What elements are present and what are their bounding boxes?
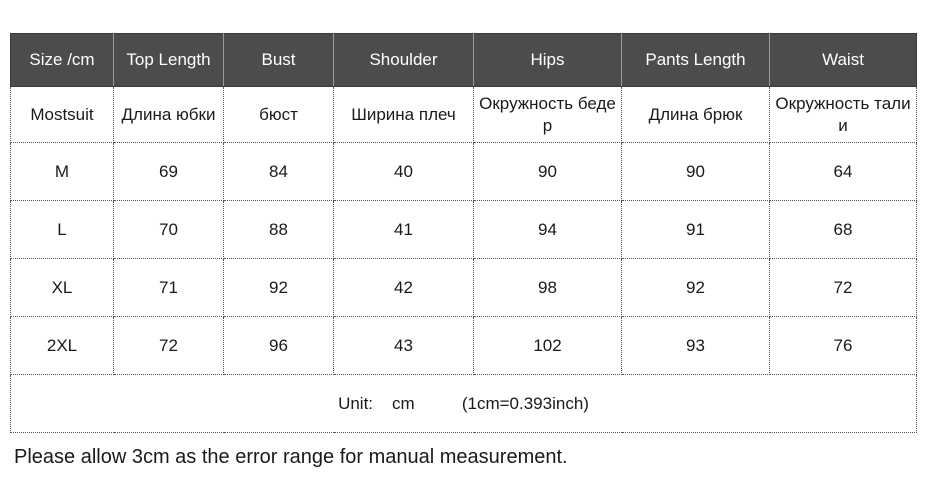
subheader-brand: Mostsuit <box>11 87 114 143</box>
table-row <box>11 317 917 375</box>
table-cell: 72 <box>114 317 224 375</box>
size-chart-table <box>10 33 917 433</box>
table-cell: 98 <box>474 259 622 317</box>
table-cell: 94 <box>474 201 622 259</box>
header-bust: Bust <box>224 34 334 87</box>
table-cell: 71 <box>114 259 224 317</box>
subheader-waist: Окружность талии <box>770 87 917 143</box>
unit-row <box>11 375 917 433</box>
table-cell: 84 <box>224 143 334 201</box>
subheader-pants-length: Длина брюк <box>622 87 770 143</box>
header-top-length: Top Length <box>114 34 224 87</box>
subheader-shoulder: Ширина плеч <box>334 87 474 143</box>
unit-value: cm <box>391 393 415 413</box>
table-row <box>11 201 917 259</box>
table-cell: 92 <box>224 259 334 317</box>
table-cell: 64 <box>770 143 917 201</box>
table-cell: 76 <box>770 317 917 375</box>
size-cell: 2XL <box>11 317 114 375</box>
table-cell: 42 <box>334 259 474 317</box>
header-shoulder: Shoulder <box>334 34 474 87</box>
table-cell: 90 <box>474 143 622 201</box>
size-cell: L <box>11 201 114 259</box>
table-row <box>11 143 917 201</box>
table-cell: 68 <box>770 201 917 259</box>
table-cell: 102 <box>474 317 622 375</box>
table-cell: 69 <box>114 143 224 201</box>
subheader-bust: бюст <box>224 87 334 143</box>
table-cell: 92 <box>622 259 770 317</box>
table-cell: 90 <box>622 143 770 201</box>
subheader-row <box>11 87 917 143</box>
table-cell: 43 <box>334 317 474 375</box>
table-row <box>11 259 917 317</box>
header-waist: Waist <box>770 34 917 87</box>
header-row <box>11 34 917 87</box>
header-hips: Hips <box>474 34 622 87</box>
table-cell: 40 <box>334 143 474 201</box>
header-pants-length: Pants Length <box>622 34 770 87</box>
subheader-top-length: Длина юбки <box>114 87 224 143</box>
unit-label: Unit: <box>338 393 374 413</box>
table-cell: 41 <box>334 201 474 259</box>
size-cell: M <box>11 143 114 201</box>
measurement-note: Please allow 3cm as the error range for manual measurement. <box>14 446 568 468</box>
unit-cell <box>11 375 917 433</box>
size-cell: XL <box>11 259 114 317</box>
table-cell: 91 <box>622 201 770 259</box>
table-cell: 72 <box>770 259 917 317</box>
table-cell: 93 <box>622 317 770 375</box>
subheader-hips: Окружность бедер <box>474 87 622 143</box>
unit-conversion: (1cm=0.393inch) <box>461 393 589 413</box>
table-cell: 88 <box>224 201 334 259</box>
header-size: Size /cm <box>11 34 114 87</box>
table-cell: 70 <box>114 201 224 259</box>
table-cell: 96 <box>224 317 334 375</box>
